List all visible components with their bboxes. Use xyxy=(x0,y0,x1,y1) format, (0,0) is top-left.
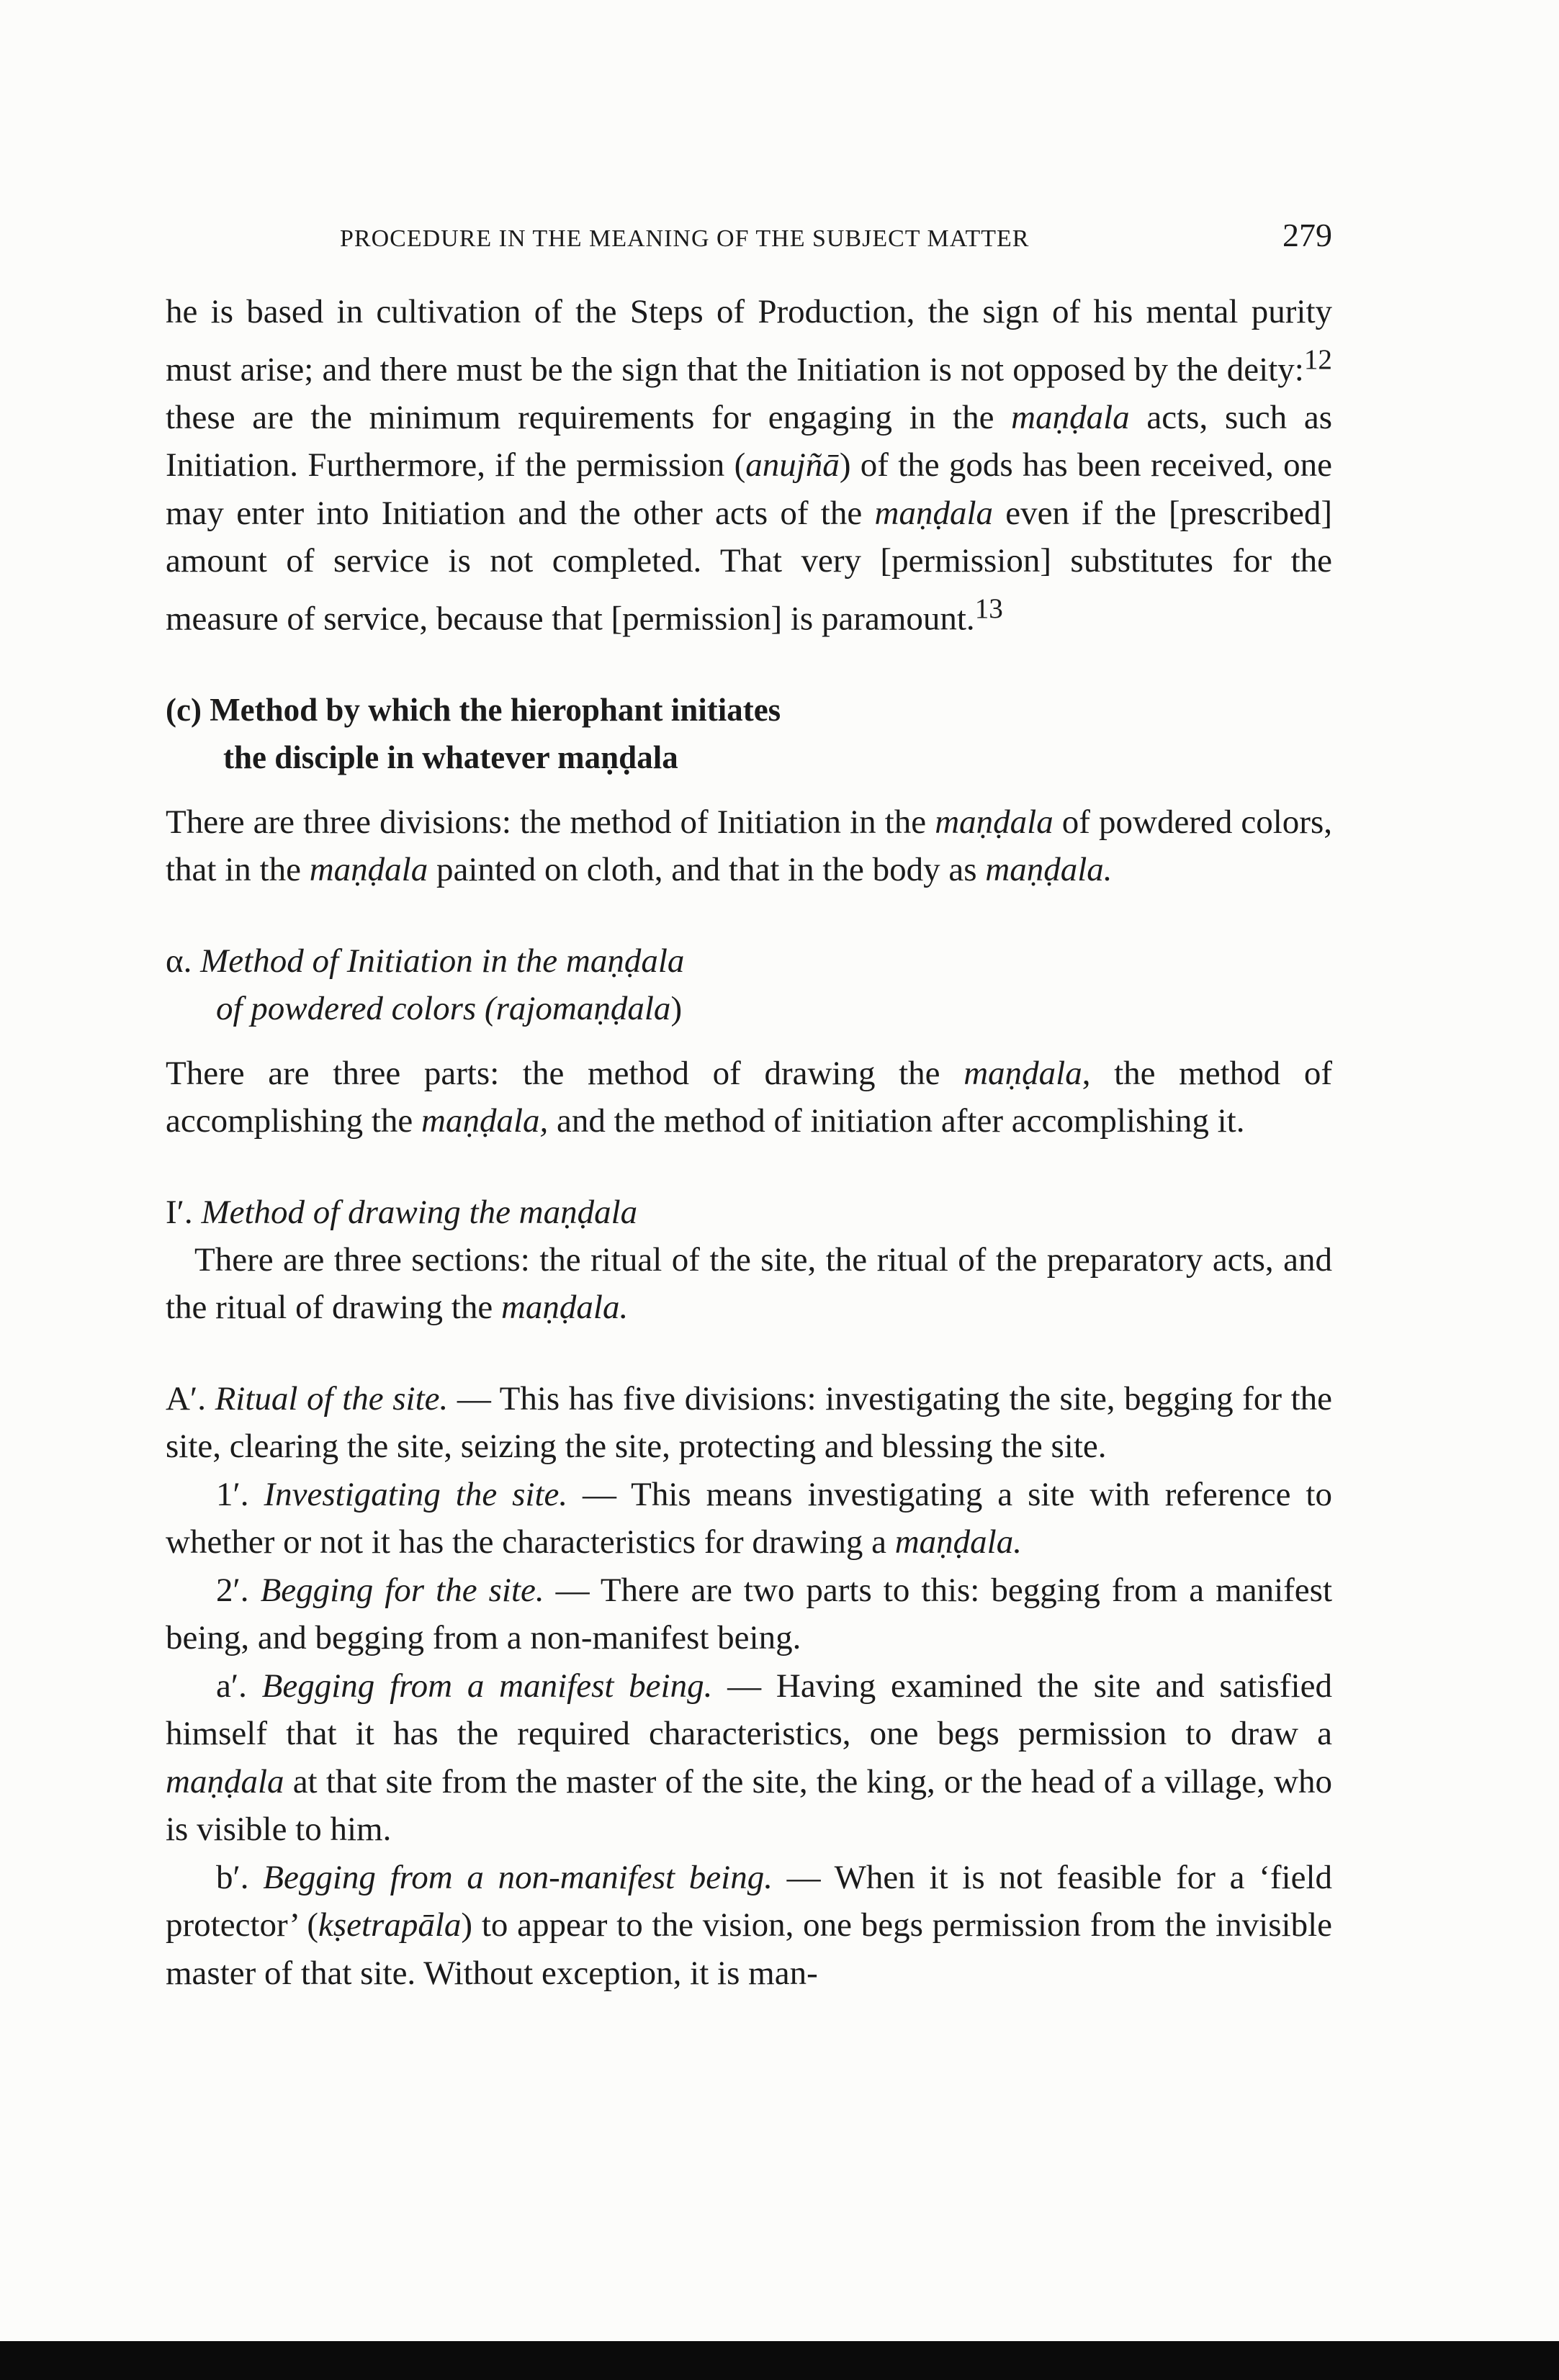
footnote-ref-13[interactable]: 13 xyxy=(974,592,1003,624)
book-page xyxy=(166,216,1332,1997)
running-head xyxy=(166,216,1332,288)
paragraph-begging-manifest: a′. Begging from a manifest being. — Having examined the site and satisfied himself that it has the required characteristics, one begs permission to draw a maṇḍala at that site from the master of the site, the king, or the head of a village, who is visible to him. xyxy=(166,1667,1332,1849)
section-heading-c: (c) Method by which the hierophant initiates the disciple in whatever maṇḍala xyxy=(166,691,781,775)
section-heading-drawing: I′. Method of drawing the maṇḍala xyxy=(166,1193,638,1231)
scan-bottom-edge xyxy=(0,2341,1559,2380)
paragraph-begging-for-site: 2′. Begging for the site. — There are two parts to this: begging from a manifest being, and begging from a non-manifest being. xyxy=(166,1571,1333,1657)
paragraph-ritual-of-site: A′. Ritual of the site. — This has five divisions: investigating the site, begging for the site, clearing the site, seizing the site, protecting and blessing the site. xyxy=(166,1379,1332,1466)
paragraph-three-divisions: There are three divisions: the method of Initiation in the maṇḍala of powdered colors, that in the maṇḍala painted on cloth, and that in the body as maṇḍala. xyxy=(166,803,1333,889)
paragraph-investigating-site: 1′. Investigating the site. — This means investigating a site with reference to whether or not it has the characteristics for drawing a maṇḍala. xyxy=(166,1475,1332,1561)
footnote-ref-12[interactable]: 12 xyxy=(1303,343,1332,375)
running-head-title: PROCEDURE IN THE MEANING OF THE SUBJECT MATTER xyxy=(340,225,1030,252)
paragraph-three-parts: There are three parts: the method of drawing the maṇḍala, the method of accomplishing the maṇḍala, and the method of initiation after accomplishing it. xyxy=(166,1054,1332,1140)
page-number: 279 xyxy=(1282,217,1332,253)
section-heading-alpha: α. Method of Initiation in the maṇḍala of powdered colors (rajomaṇḍala) xyxy=(166,942,685,1027)
paragraph-begging-non-manifest: b′. Begging from a non-manifest being. — When it is not feasible for a ‘field protector’ (kṣetrapāla) to appear to the vision, one begs permission from the invisible master of that site. Without exception, it is man- xyxy=(166,1858,1333,1992)
paragraph-minimum-requirements: he is based in cultivation of the Steps of Production, the sign of his mental purity must arise; and there must be the sign that the Initiation is not opposed by the deity:$^{12}$ these are the minimum requirements for engaging in the maṇḍala acts, such as Initiation. Furthermore, if the permission (anujñā) of the gods has been received, one may enter into Initiation and the other acts of the maṇḍala even if the [prescribed] amount of service is not completed. That very [permission] substitutes for the measure of service, because that [permission] is paramount.$^{13}$ xyxy=(166,293,1333,638)
paragraph-three-sections: There are three sections: the ritual of the site, the ritual of the preparatory acts, and the ritual of drawing the maṇḍala. xyxy=(166,1240,1332,1327)
